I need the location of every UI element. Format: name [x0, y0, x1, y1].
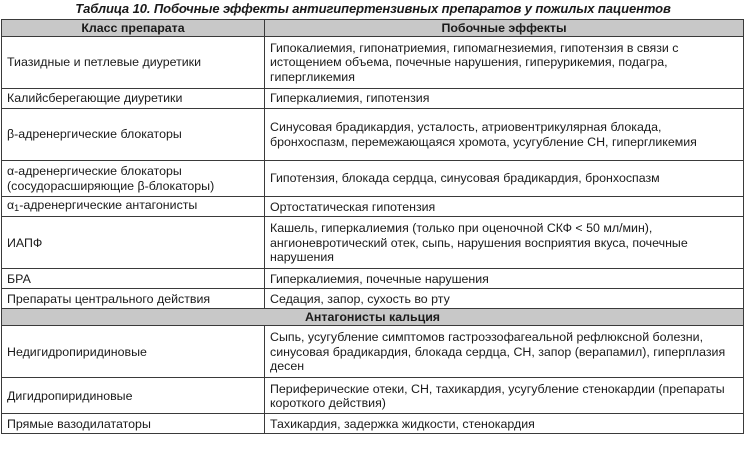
drug-class-cell: Тиазидные и петлевые диуретики [2, 37, 265, 89]
alpha-subscript: 1 [14, 203, 20, 213]
header-row [2, 20, 744, 37]
alpha-symbol: α [7, 198, 15, 212]
drug-class-text: -адренергические антагонисты [19, 198, 198, 212]
drug-class-cell: β-адренергические блокаторы [2, 109, 265, 161]
header-class: Класс препарата [2, 20, 265, 37]
table-caption: Таблица 10. Побочные эффекты антигипертензивных препаратов у пожилых пациентов [75, 1, 671, 16]
drug-class-cell: Прямые вазодилататоры [2, 414, 265, 434]
table-row [2, 378, 744, 414]
drug-class-cell: Дигидропиридиновые [2, 378, 265, 414]
table-row [2, 109, 744, 161]
table-row [2, 217, 744, 269]
side-effects-cell: Гипотензия, блокада сердца, синусовая брадикардия, бронхоспазм [265, 161, 744, 197]
side-effects-cell: Гиперкалиемия, почечные нарушения [265, 269, 744, 289]
table-row [2, 326, 744, 378]
drug-class-cell [2, 197, 265, 217]
side-effects-cell: Гиперкалиемия, гипотензия [265, 89, 744, 109]
drug-class-cell: α-адренергические блокаторы (сосудорасширяющие β-блокаторы) [2, 161, 265, 197]
drug-class-cell: Недигидропиридиновые [2, 326, 265, 378]
header-effects: Побочные эффекты [265, 20, 744, 37]
drug-class-cell: БРА [2, 269, 265, 289]
side-effects-cell: Сыпь, усугубление симптомов гастроэзофагеальной рефлюксной болезни, синусовая брадикардия, блокада сердца, СН, запор (верапамил), гиперплазия десен [265, 326, 744, 378]
side-effects-cell: Ортостатическая гипотензия [265, 197, 744, 217]
side-effects-cell: Кашель, гиперкалиемия (только при оценочной СКФ < 50 мл/мин), ангионевротический отек, сыпь, нарушения восприятия вкуса, почечные нарушения [265, 217, 744, 269]
drug-class-cell: Препараты центрального действия [2, 289, 265, 309]
side-effects-cell: Тахикардия, задержка жидкости, стенокардия [265, 414, 744, 434]
table-row [2, 269, 744, 289]
table-row [2, 414, 744, 434]
table-row [2, 289, 744, 309]
side-effects-cell: Синусовая брадикардия, усталость, атриовентрикулярная блокада, бронхоспазм, перемежающаяся хромота, усугубление СН, гипергликемия [265, 109, 744, 161]
section-row [2, 309, 744, 326]
table-row [2, 197, 744, 217]
table-row [2, 161, 744, 197]
side-effects-cell: Седация, запор, сухость во рту [265, 289, 744, 309]
drug-class-cell: Калийсберегающие диуретики [2, 89, 265, 109]
section-heading-calcium-antagonists: Антагонисты кальция [2, 309, 744, 326]
drug-class-cell: ИАПФ [2, 217, 265, 269]
side-effects-cell: Гипокалиемия, гипонатриемия, гипомагнезиемия, гипотензия в связи с истощением объема, почечные нарушения, гиперурикемия, подагра, гипергликемия [265, 37, 744, 89]
side-effects-table [1, 19, 744, 434]
side-effects-cell: Периферические отеки, СН, тахикардия, усугубление стенокардии (препараты короткого действия) [265, 378, 744, 414]
table-row [2, 89, 744, 109]
table-row [2, 37, 744, 89]
